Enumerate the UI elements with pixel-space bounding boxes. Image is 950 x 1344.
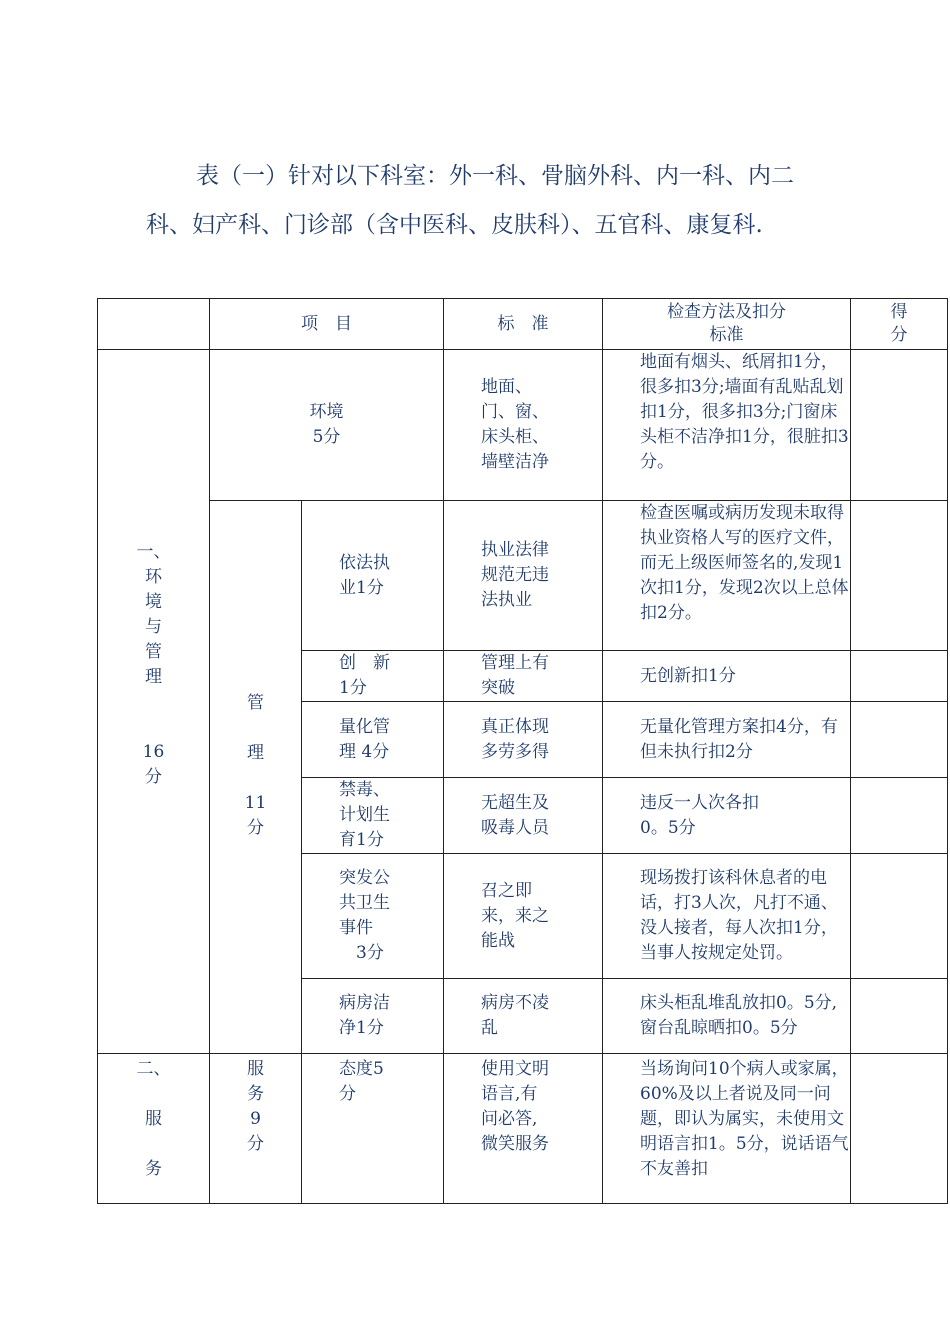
mgmt-6-method: 床头柜乱堆乱放扣0。5分,窗台乱晾晒扣0。5分 <box>603 979 851 1054</box>
mgmt-3-method: 无量化管理方案扣4分，有但未执行扣2分 <box>603 702 851 778</box>
intro-text: 表（一）针对以下科室：外一科、骨脑外科、内一科、内二科、妇产科、门诊部（含中医科、皮肤科）、五官科、康复科. <box>146 163 794 238</box>
service-item: 态度5 分 <box>302 1054 444 1204</box>
mgmt-5-method: 现场拨打该科休息者的电话，打3人次，凡打不通、没人接者，每人次扣1分，当事人按规定处罚。 <box>603 854 851 979</box>
mgmt-4-method: 违反一人次各扣 0。5分 <box>603 778 851 854</box>
row-mgmt-1 <box>98 501 948 651</box>
section1-label: 一、 环 境 与 管 理 16 分 <box>98 350 210 1054</box>
section2-label: 二、 服 务 <box>98 1054 210 1204</box>
mgmt-1-method: 检查医嘱或病历发现未取得执业资格人写的医疗文件，而无上级医师签名的,发现1次扣1分，发现2次以上总体扣2分。 <box>603 501 851 651</box>
mgmt-4-standard: 无超生及 吸毒人员 <box>444 778 603 854</box>
header-score: 得 分 <box>851 299 948 350</box>
mgmt-3-standard: 真正体现 多劳多得 <box>444 702 603 778</box>
mgmt-6-item: 病房洁 净1分 <box>302 979 444 1054</box>
mgmt-3-item: 量化管 理 4分 <box>302 702 444 778</box>
mgmt-5-item: 突发公 共卫生 事件 3分 <box>302 854 444 979</box>
row-environment <box>98 350 948 501</box>
mgmt-6-score <box>851 979 948 1054</box>
mgmt-2-score <box>851 651 948 702</box>
header-row <box>98 299 948 350</box>
intro-paragraph <box>146 152 826 250</box>
mgmt-1-item: 依法执 业1分 <box>302 501 444 651</box>
env-method: 地面有烟头、纸屑扣1分，很多扣3分;墙面有乱贴乱划扣1分，很多扣3分;门窗床头柜不洁净扣1分，很脏扣3分。 <box>603 350 851 501</box>
inspection-table <box>97 298 948 1204</box>
env-score <box>851 350 948 501</box>
header-blank <box>98 299 210 350</box>
mgmt-1-standard: 执业法律 规范无违 法执业 <box>444 501 603 651</box>
mgmt-6-standard: 病房不凌 乱 <box>444 979 603 1054</box>
mgmt-1-score <box>851 501 948 651</box>
header-item: 项 目 <box>210 299 444 350</box>
service-score <box>851 1054 948 1204</box>
mgmt-2-method: 无创新扣1分 <box>603 651 851 702</box>
env-standard: 地面、 门、窗、 床头柜、 墙壁洁净 <box>444 350 603 501</box>
mgmt-4-score <box>851 778 948 854</box>
mgmt-4-item: 禁毒、 计划生 育1分 <box>302 778 444 854</box>
service-standard: 使用文明 语言,有 问必答, 微笑服务 <box>444 1054 603 1204</box>
mgmt-5-score <box>851 854 948 979</box>
mgmt-2-standard: 管理上有 突破 <box>444 651 603 702</box>
mgmt-3-score <box>851 702 948 778</box>
header-standard: 标 准 <box>444 299 603 350</box>
mgmt-2-item: 创 新 1分 <box>302 651 444 702</box>
service-sub-label: 服 务 9 分 <box>210 1054 302 1204</box>
env-item: 环境 5分 <box>210 350 444 501</box>
mgmt-5-standard: 召之即 来，来之 能战 <box>444 854 603 979</box>
row-service <box>98 1054 948 1204</box>
header-method: 检查方法及扣分 标准 <box>603 299 851 350</box>
mgmt-label: 管 理 11 分 <box>210 501 302 1054</box>
service-method: 当场询问10个病人或家属，60%及以上者说及同一问题，即认为属实，未使用文明语言扣1。5分，说话语气不友善扣 <box>603 1054 851 1204</box>
